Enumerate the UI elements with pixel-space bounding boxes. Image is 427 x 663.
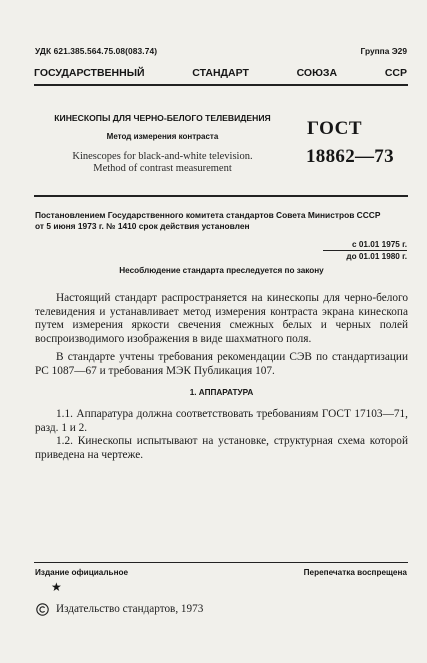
paragraph-scope-text: Настоящий стандарт распространяется на кинескопы для черно-белого телевидения и устанавливает метод измерения контраста экрана кинескопа путем измерения яркости свечения смежных белых и черных полей воспроизводимого изображения в виде шахматного поля. <box>35 292 408 345</box>
reprint-prohibited-label: Перепечатка воспрещена <box>303 568 407 577</box>
official-edition-label: Издание официальное <box>35 568 129 577</box>
paragraph-scope <box>35 292 408 346</box>
top-divider <box>34 84 408 86</box>
law-notice: Несоблюдение стандарта преследуется по закону <box>119 266 324 275</box>
document-subtitle-ru: Метод измерения контраста <box>106 132 219 141</box>
validity-dates <box>346 239 407 263</box>
paragraph-1-1 <box>35 408 408 435</box>
gost-number: 18862—73 <box>306 146 394 167</box>
group-code: Группа Э29 <box>360 46 407 56</box>
document-title-en <box>40 151 285 174</box>
paragraph-requirements-text: В стандарте учтены требования рекомендации СЭВ по стандартизации PC 1087—67 и требования МЭК Публикация 107. <box>35 351 408 377</box>
date-from: с 01.01 1975 г. <box>352 240 407 249</box>
paragraph-1-1-text: 1.1. Аппаратура должна соответствовать требованиям ГОСТ 17103—71, разд. 1 и 2. <box>35 408 408 434</box>
middle-divider <box>34 195 408 197</box>
section-title: 1. АППАРАТУРА <box>189 388 254 397</box>
copyright-line <box>36 601 203 617</box>
state-standard-word-2: СТАНДАРТ <box>192 67 249 79</box>
state-standard-word-3: СОЮЗА <box>296 67 338 79</box>
udk-code: УДК 621.385.564.75.08(083.74) <box>35 46 158 56</box>
document-title-ru: КИНЕСКОПЫ ДЛЯ ЧЕРНО-БЕЛОГО ТЕЛЕВИДЕНИЯ <box>54 113 271 123</box>
paragraph-1-2 <box>35 435 408 462</box>
decree-line-2: от 5 июня 1973 г. № 1410 срок действия установлен <box>35 221 250 231</box>
document-title-en-line-1: Kinescopes for black-and-white television. <box>72 151 253 162</box>
decree-line-1: Постановлением Государственного комитета стандартов Совета Министров СССР <box>35 210 381 220</box>
document-title-en-line-2: Method of contrast measurement <box>93 162 232 174</box>
bottom-divider <box>34 562 408 563</box>
state-standard-word-1: ГОСУДАРСТВЕННЫЙ <box>34 67 145 79</box>
copyright-text: Издательство стандартов, 1973 <box>56 603 204 615</box>
date-to: до 01.01 1980 г. <box>346 252 407 261</box>
paragraph-requirements <box>35 351 408 378</box>
paragraph-1-2-text: 1.2. Кинескопы испытывают на установке, структурная схема которой приведена на чертеже. <box>35 435 408 461</box>
state-standard-heading <box>34 67 407 79</box>
decree-text <box>35 210 408 232</box>
gost-label: ГОСТ <box>307 118 363 139</box>
copyright-icon <box>36 603 49 616</box>
state-standard-word-4: ССР <box>384 67 407 79</box>
star-icon: ★ <box>51 580 62 594</box>
dates-underline <box>323 250 407 251</box>
